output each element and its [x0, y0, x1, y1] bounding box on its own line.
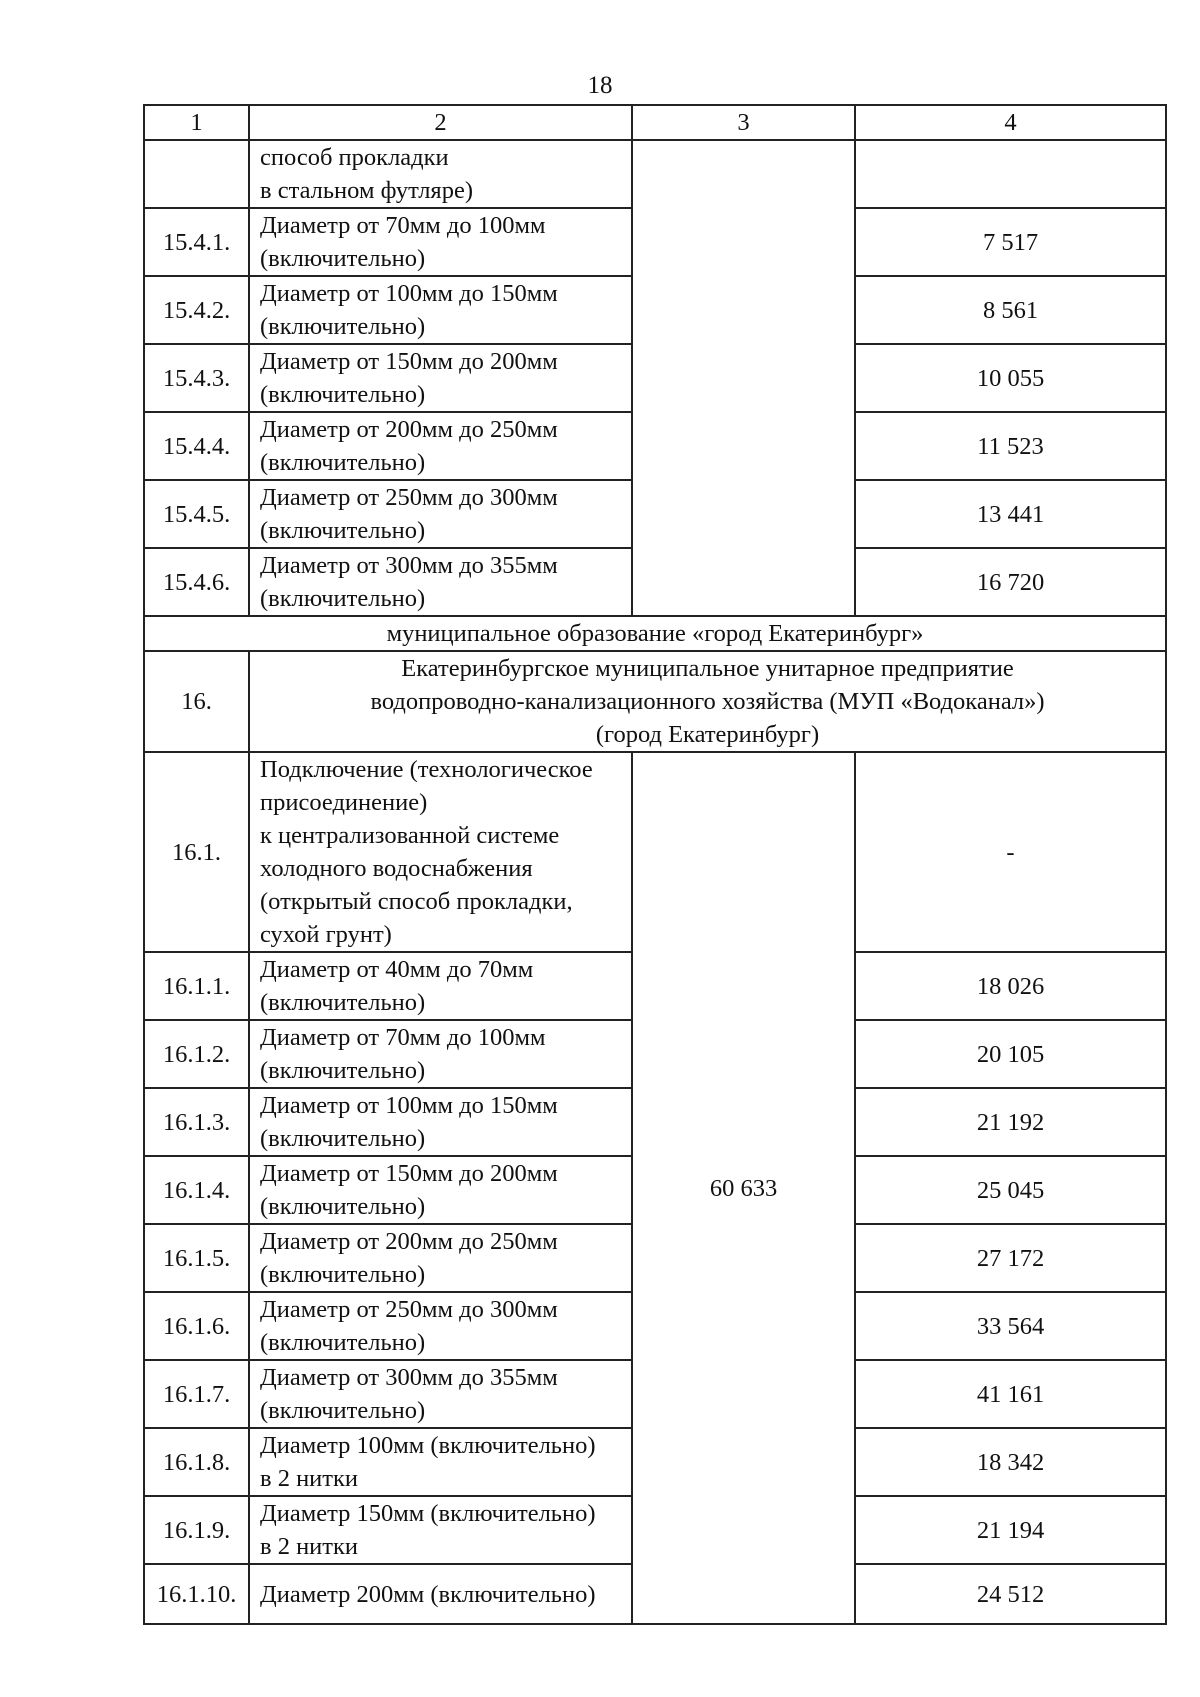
- row-value: 8 561: [855, 276, 1166, 344]
- empty-merged-cell: [632, 140, 855, 616]
- column-header: 4: [855, 105, 1166, 140]
- row-value: 27 172: [855, 1224, 1166, 1292]
- row-description: [249, 1428, 632, 1496]
- row-description: [249, 1360, 632, 1428]
- description-line: в стальном футляре): [260, 177, 473, 204]
- row-description: [249, 1224, 632, 1292]
- row-description: [249, 1292, 632, 1360]
- description-line: холодного водоснабжения: [260, 855, 533, 882]
- description-line: (включительно): [260, 1329, 426, 1356]
- tariff-table: [143, 104, 1167, 1625]
- description-line: Диаметр от 100мм до 150мм: [260, 1092, 558, 1119]
- row-number: 16.1.4.: [144, 1156, 249, 1224]
- description-line: Диаметр от 70мм до 100мм: [260, 1024, 546, 1051]
- description-line: (включительно): [260, 313, 426, 340]
- row-value: 25 045: [855, 1156, 1166, 1224]
- row-number: 16.: [144, 651, 249, 752]
- row-description: [249, 1020, 632, 1088]
- organization-line: (город Екатеринбург): [595, 721, 820, 748]
- table-row: [144, 752, 1166, 952]
- row-number: 15.4.6.: [144, 548, 249, 616]
- row-description: [249, 952, 632, 1020]
- row-number: 16.1.7.: [144, 1360, 249, 1428]
- description-line: (включительно): [260, 1193, 426, 1220]
- organization-name: [249, 651, 1166, 752]
- description-line: Диаметр от 250мм до 300мм: [260, 484, 558, 511]
- description-line: Диаметр 200мм (включительно): [260, 1580, 596, 1608]
- row-number: 15.4.4.: [144, 412, 249, 480]
- row-number: 16.1.3.: [144, 1088, 249, 1156]
- description-line: (включительно): [260, 1125, 426, 1152]
- description-line: Диаметр от 150мм до 200мм: [260, 348, 558, 375]
- row-description: [249, 1564, 632, 1624]
- section-row: [144, 616, 1166, 651]
- description-line: Диаметр от 300мм до 355мм: [260, 552, 558, 579]
- description-line: Диаметр 100мм (включительно): [260, 1432, 596, 1459]
- row-value: 18 342: [855, 1428, 1166, 1496]
- description-line: (включительно): [260, 1261, 426, 1288]
- row-value: 33 564: [855, 1292, 1166, 1360]
- row-value: 20 105: [855, 1020, 1166, 1088]
- row-description: [249, 548, 632, 616]
- row-number: 15.4.3.: [144, 344, 249, 412]
- description-line: Диаметр от 40мм до 70мм: [260, 956, 534, 983]
- description-line: (открытый способ прокладки,: [260, 888, 573, 915]
- column-header: 3: [632, 105, 855, 140]
- description-line: в 2 нитки: [260, 1465, 359, 1492]
- column-header: 1: [144, 105, 249, 140]
- row-description: [249, 1156, 632, 1224]
- organization-row: [144, 651, 1166, 752]
- row-number: 16.1.8.: [144, 1428, 249, 1496]
- description-line: (включительно): [260, 381, 426, 408]
- description-line: Диаметр от 70мм до 100мм: [260, 212, 546, 239]
- organization-line: водопроводно-канализационного хозяйства (МУП «Водоканал»): [370, 688, 1045, 715]
- description-line: Диаметр от 100мм до 150мм: [260, 280, 558, 307]
- page-number: 18: [587, 72, 613, 99]
- description-line: в 2 нитки: [260, 1533, 359, 1560]
- description-line: (включительно): [260, 449, 426, 476]
- description-line: к централизованной системе: [260, 822, 560, 849]
- description-line: Диаметр от 200мм до 250мм: [260, 1228, 558, 1255]
- row-number: 15.4.2.: [144, 276, 249, 344]
- description-line: (включительно): [260, 245, 426, 272]
- row-value: 21 192: [855, 1088, 1166, 1156]
- shared-value-cell: 60 633: [632, 752, 855, 1624]
- description-line: (включительно): [260, 1057, 426, 1084]
- table-row: [144, 140, 1166, 208]
- description-line: (включительно): [260, 1397, 426, 1424]
- row-description: [249, 208, 632, 276]
- row-value: 13 441: [855, 480, 1166, 548]
- description-line: Диаметр от 300мм до 355мм: [260, 1364, 558, 1391]
- row-number: 15.4.5.: [144, 480, 249, 548]
- row-number: 16.1.1.: [144, 952, 249, 1020]
- row-value: 16 720: [855, 548, 1166, 616]
- row-value: 41 161: [855, 1360, 1166, 1428]
- description-line: Диаметр от 200мм до 250мм: [260, 416, 558, 443]
- row-number: 15.4.1.: [144, 208, 249, 276]
- row-value: 24 512: [855, 1564, 1166, 1624]
- row-value: [855, 140, 1166, 208]
- description-line: (включительно): [260, 585, 426, 612]
- row-number: 16.1.: [144, 752, 249, 952]
- row-number: 16.1.2.: [144, 1020, 249, 1088]
- description-line: Подключение (технологическое: [260, 756, 593, 783]
- description-line: (включительно): [260, 989, 426, 1016]
- description-line: сухой грунт): [260, 921, 392, 948]
- description-line: Диаметр от 250мм до 300мм: [260, 1296, 558, 1323]
- row-description: [249, 1088, 632, 1156]
- description-line: Диаметр 150мм (включительно): [260, 1500, 596, 1527]
- description-line: Диаметр от 150мм до 200мм: [260, 1160, 558, 1187]
- header-row: [144, 105, 1166, 140]
- row-value: 7 517: [855, 208, 1166, 276]
- column-header: 2: [249, 105, 632, 140]
- description-line: способ прокладки: [260, 144, 449, 171]
- row-number: 16.1.10.: [144, 1564, 249, 1624]
- municipality-heading: муниципальное образование «город Екатеринбург»: [144, 616, 1166, 651]
- row-description: [249, 412, 632, 480]
- row-number: 16.1.6.: [144, 1292, 249, 1360]
- row-number: 16.1.5.: [144, 1224, 249, 1292]
- description-line: (включительно): [260, 517, 426, 544]
- organization-line: Екатеринбургское муниципальное унитарное предприятие: [401, 655, 1014, 682]
- row-value: 18 026: [855, 952, 1166, 1020]
- description-line: присоединение): [260, 789, 428, 816]
- row-value: 10 055: [855, 344, 1166, 412]
- row-value: 11 523: [855, 412, 1166, 480]
- row-description: [249, 140, 632, 208]
- row-description: [249, 480, 632, 548]
- row-description: [249, 276, 632, 344]
- row-value: 21 194: [855, 1496, 1166, 1564]
- row-value: -: [855, 752, 1166, 952]
- row-number: [144, 140, 249, 208]
- row-description: [249, 344, 632, 412]
- row-number: 16.1.9.: [144, 1496, 249, 1564]
- row-description: [249, 752, 632, 952]
- row-description: [249, 1496, 632, 1564]
